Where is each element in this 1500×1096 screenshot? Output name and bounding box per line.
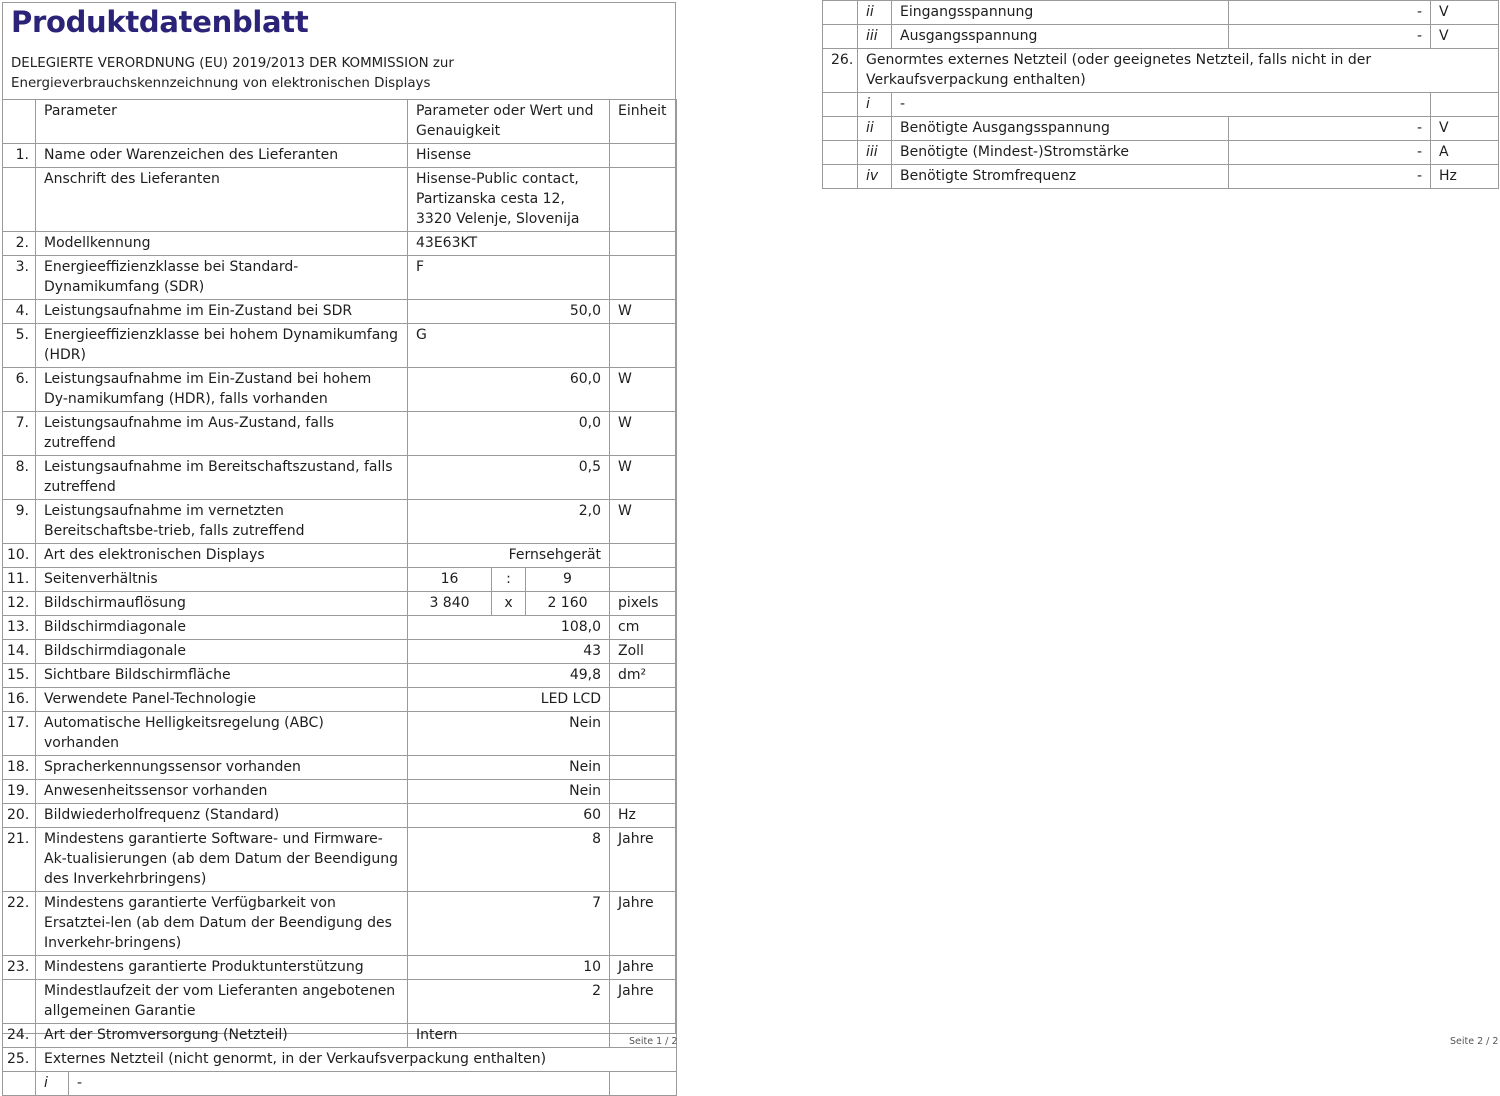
row-label: Leistungsaufnahme im Bereitschaftszustand, falls zutreffend [36, 456, 408, 500]
row-number: 8. [3, 456, 36, 500]
row-unit: A [1431, 141, 1499, 165]
row-number: 14. [3, 640, 36, 664]
row-unit: cm [610, 616, 677, 640]
table-row [3, 756, 677, 780]
resolution-separator: x [492, 592, 526, 616]
table-row [3, 1024, 677, 1048]
row-unit: Zoll [610, 640, 677, 664]
aspect-ratio-width: 16 [408, 568, 492, 592]
row-value: G [408, 324, 610, 368]
row-number: 18. [3, 756, 36, 780]
row-unit: W [610, 456, 677, 500]
table-row [3, 568, 677, 592]
table-row [823, 49, 1499, 93]
row-unit [610, 256, 677, 300]
row-label: Art der Stromversorgung (Netzteil) [36, 1024, 408, 1048]
table-row [3, 780, 677, 804]
row-value: - [892, 93, 1431, 117]
table-row [3, 1048, 677, 1072]
row-number: 17. [3, 712, 36, 756]
row-number [3, 168, 36, 232]
row-subitem: ii [858, 1, 892, 25]
row-value: - [1229, 1, 1431, 25]
row-unit: V [1431, 25, 1499, 49]
row-unit [610, 544, 677, 568]
table-row [3, 324, 677, 368]
row-label: Anwesenheitssensor vorhanden [36, 780, 408, 804]
row-label: Genormtes externes Netzteil (oder geeignetes Netzteil, falls nicht in der Verkaufsverpackung enthalten) [858, 49, 1499, 93]
row-number: 12. [3, 592, 36, 616]
table-row [3, 592, 677, 616]
document-title: Produktdatenblatt [11, 5, 309, 39]
row-value: Intern [408, 1024, 610, 1048]
header-value: Parameter oder Wert und Genauigkeit [408, 100, 610, 144]
row-value: 43 [408, 640, 610, 664]
row-number: 6. [3, 368, 36, 412]
row-value: LED LCD [408, 688, 610, 712]
resolution-width: 3 840 [408, 592, 492, 616]
row-value: Hisense [408, 144, 610, 168]
row-unit: Hz [610, 804, 677, 828]
row-value: 10 [408, 956, 610, 980]
row-unit [610, 232, 677, 256]
row-number: 11. [3, 568, 36, 592]
row-label: Art des elektronischen Displays [36, 544, 408, 568]
resolution-height: 2 160 [526, 592, 610, 616]
table-row [3, 412, 677, 456]
row-value: - [1229, 165, 1431, 189]
table-row [3, 300, 677, 324]
table-row [3, 712, 677, 756]
table-row [823, 1, 1499, 25]
row-unit [610, 688, 677, 712]
subtitle-line-1: DELEGIERTE VERORDNUNG (EU) 2019/2013 DER KOMMISSION zur [11, 56, 454, 71]
table-row [3, 804, 677, 828]
row-value: 0,5 [408, 456, 610, 500]
row-unit: Jahre [610, 892, 677, 956]
row-number: 5. [3, 324, 36, 368]
table-row [3, 144, 677, 168]
row-value: - [1229, 141, 1431, 165]
row-unit: V [1431, 1, 1499, 25]
row-number: 25. [3, 1048, 36, 1072]
row-number: 22. [3, 892, 36, 956]
row-number [823, 25, 858, 49]
table-row [3, 640, 677, 664]
row-number [823, 117, 858, 141]
row-label: Anschrift des Lieferanten [36, 168, 408, 232]
aspect-ratio-separator: : [492, 568, 526, 592]
row-value: Hisense-Public contact, Partizanska cesta 12, 3320 Velenje, Slovenija [408, 168, 610, 232]
row-label: Spracherkennungssensor vorhanden [36, 756, 408, 780]
row-number: 9. [3, 500, 36, 544]
row-label: Sichtbare Bildschirmfläche [36, 664, 408, 688]
table-header-row [3, 100, 677, 144]
row-label: Mindestens garantierte Produktunterstützung [36, 956, 408, 980]
row-number [3, 980, 36, 1024]
row-value: Nein [408, 756, 610, 780]
row-value: 7 [408, 892, 610, 956]
table-row [3, 616, 677, 640]
row-unit [610, 324, 677, 368]
row-label: Modellkennung [36, 232, 408, 256]
row-value: - [1229, 117, 1431, 141]
table-row [3, 256, 677, 300]
row-label: Benötigte Ausgangsspannung [892, 117, 1229, 141]
row-value: - [1229, 25, 1431, 49]
row-number: 26. [823, 49, 858, 93]
row-unit [1431, 93, 1499, 117]
row-label: Leistungsaufnahme im vernetzten Bereitschaftsbe-trieb, falls zutreffend [36, 500, 408, 544]
table-row [3, 232, 677, 256]
row-number [3, 1072, 36, 1096]
header-num-cell [3, 100, 36, 144]
row-unit [610, 756, 677, 780]
row-unit: Jahre [610, 828, 677, 892]
table-row [3, 544, 677, 568]
product-data-table [2, 99, 677, 1096]
row-number: 10. [3, 544, 36, 568]
header-unit: Einheit [610, 100, 677, 144]
row-label: Bildwiederholfrequenz (Standard) [36, 804, 408, 828]
row-label: Automatische Helligkeitsregelung (ABC) vorhanden [36, 712, 408, 756]
row-label: Energieeffizienzklasse bei hohem Dynamikumfang (HDR) [36, 324, 408, 368]
row-unit [610, 568, 677, 592]
row-value: Nein [408, 712, 610, 756]
row-number: 13. [3, 616, 36, 640]
row-number [823, 1, 858, 25]
row-subitem: iii [858, 25, 892, 49]
row-value: 2,0 [408, 500, 610, 544]
row-unit [610, 144, 677, 168]
table-row [3, 1072, 677, 1096]
page-footer-1: Seite 1 / 2 [629, 1036, 678, 1047]
row-label: Mindestlaufzeit der vom Lieferanten angebotenen allgemeinen Garantie [36, 980, 408, 1024]
row-number: 7. [3, 412, 36, 456]
row-label: Leistungsaufnahme im Ein-Zustand bei SDR [36, 300, 408, 324]
row-value: 49,8 [408, 664, 610, 688]
row-number: 24. [3, 1024, 36, 1048]
table-row [3, 664, 677, 688]
table-row [3, 500, 677, 544]
table-row [3, 456, 677, 500]
row-unit: W [610, 368, 677, 412]
row-label: Mindestens garantierte Software- und Firmware-Ak-tualisierungen (ab dem Datum der Beendigung des Inverkehrbringens) [36, 828, 408, 892]
table-row [3, 168, 677, 232]
row-unit [610, 1072, 677, 1096]
row-unit: W [610, 300, 677, 324]
row-value: Fernsehgerät [408, 544, 610, 568]
table-row [823, 25, 1499, 49]
row-value: 43E63KT [408, 232, 610, 256]
row-number: 2. [3, 232, 36, 256]
row-label: Verwendete Panel-Technologie [36, 688, 408, 712]
row-value: 50,0 [408, 300, 610, 324]
row-label: Bildschirmauflösung [36, 592, 408, 616]
table-row [3, 956, 677, 980]
table-row [823, 165, 1499, 189]
row-subitem: i [36, 1072, 69, 1096]
row-label: Benötigte (Mindest-)Stromstärke [892, 141, 1229, 165]
row-number: 15. [3, 664, 36, 688]
row-number: 1. [3, 144, 36, 168]
row-subitem: iv [858, 165, 892, 189]
table-row [823, 93, 1499, 117]
row-unit: V [1431, 117, 1499, 141]
row-value: - [69, 1072, 610, 1096]
row-label: Energieeffizienzklasse bei Standard-Dynamikumfang (SDR) [36, 256, 408, 300]
row-number [823, 165, 858, 189]
row-number [823, 93, 858, 117]
power-supply-table [822, 0, 1499, 189]
row-subitem: ii [858, 117, 892, 141]
table-row [3, 892, 677, 956]
row-subitem: iii [858, 141, 892, 165]
row-number: 19. [3, 780, 36, 804]
row-unit: Jahre [610, 980, 677, 1024]
row-unit: pixels [610, 592, 677, 616]
page-2 [822, 0, 1498, 189]
row-value: Nein [408, 780, 610, 804]
row-label: Bildschirmdiagonale [36, 640, 408, 664]
row-number: 16. [3, 688, 36, 712]
row-label: Seitenverhältnis [36, 568, 408, 592]
aspect-ratio-height: 9 [526, 568, 610, 592]
row-number [823, 141, 858, 165]
row-label: Leistungsaufnahme im Ein-Zustand bei hohem Dy-namikumfang (HDR), falls vorhanden [36, 368, 408, 412]
table-row [3, 828, 677, 892]
row-label: Eingangsspannung [892, 1, 1229, 25]
header-parameter: Parameter [36, 100, 408, 144]
row-label: Benötigte Stromfrequenz [892, 165, 1229, 189]
row-unit [610, 712, 677, 756]
row-label: Bildschirmdiagonale [36, 616, 408, 640]
row-unit: Hz [1431, 165, 1499, 189]
row-label: Externes Netzteil (nicht genormt, in der Verkaufsverpackung enthalten) [36, 1048, 677, 1072]
row-value: F [408, 256, 610, 300]
row-unit: W [610, 412, 677, 456]
regulation-subtitle [11, 54, 661, 94]
row-number: 20. [3, 804, 36, 828]
row-unit [610, 780, 677, 804]
table-row [823, 141, 1499, 165]
row-label: Ausgangsspannung [892, 25, 1229, 49]
subtitle-line-2: Energieverbrauchskennzeichnung von elektronischen Displays [11, 76, 431, 91]
row-number: 21. [3, 828, 36, 892]
table-row [3, 688, 677, 712]
row-value: 60,0 [408, 368, 610, 412]
table-row [823, 117, 1499, 141]
page-footer-2: Seite 2 / 2 [1450, 1036, 1499, 1047]
table-row [3, 368, 677, 412]
row-label: Mindestens garantierte Verfügbarkeit von Ersatztei-len (ab dem Datum der Beendigung des Inverkehr-bringens) [36, 892, 408, 956]
row-number: 4. [3, 300, 36, 324]
row-value: 2 [408, 980, 610, 1024]
row-unit: Jahre [610, 956, 677, 980]
row-unit: W [610, 500, 677, 544]
row-value: 108,0 [408, 616, 610, 640]
row-value: 8 [408, 828, 610, 892]
row-unit [610, 168, 677, 232]
row-label: Leistungsaufnahme im Aus-Zustand, falls zutreffend [36, 412, 408, 456]
row-number: 3. [3, 256, 36, 300]
row-label: Name oder Warenzeichen des Lieferanten [36, 144, 408, 168]
row-value: 0,0 [408, 412, 610, 456]
row-number: 23. [3, 956, 36, 980]
row-value: 60 [408, 804, 610, 828]
row-unit: dm² [610, 664, 677, 688]
row-subitem: i [858, 93, 892, 117]
table-row [3, 980, 677, 1024]
